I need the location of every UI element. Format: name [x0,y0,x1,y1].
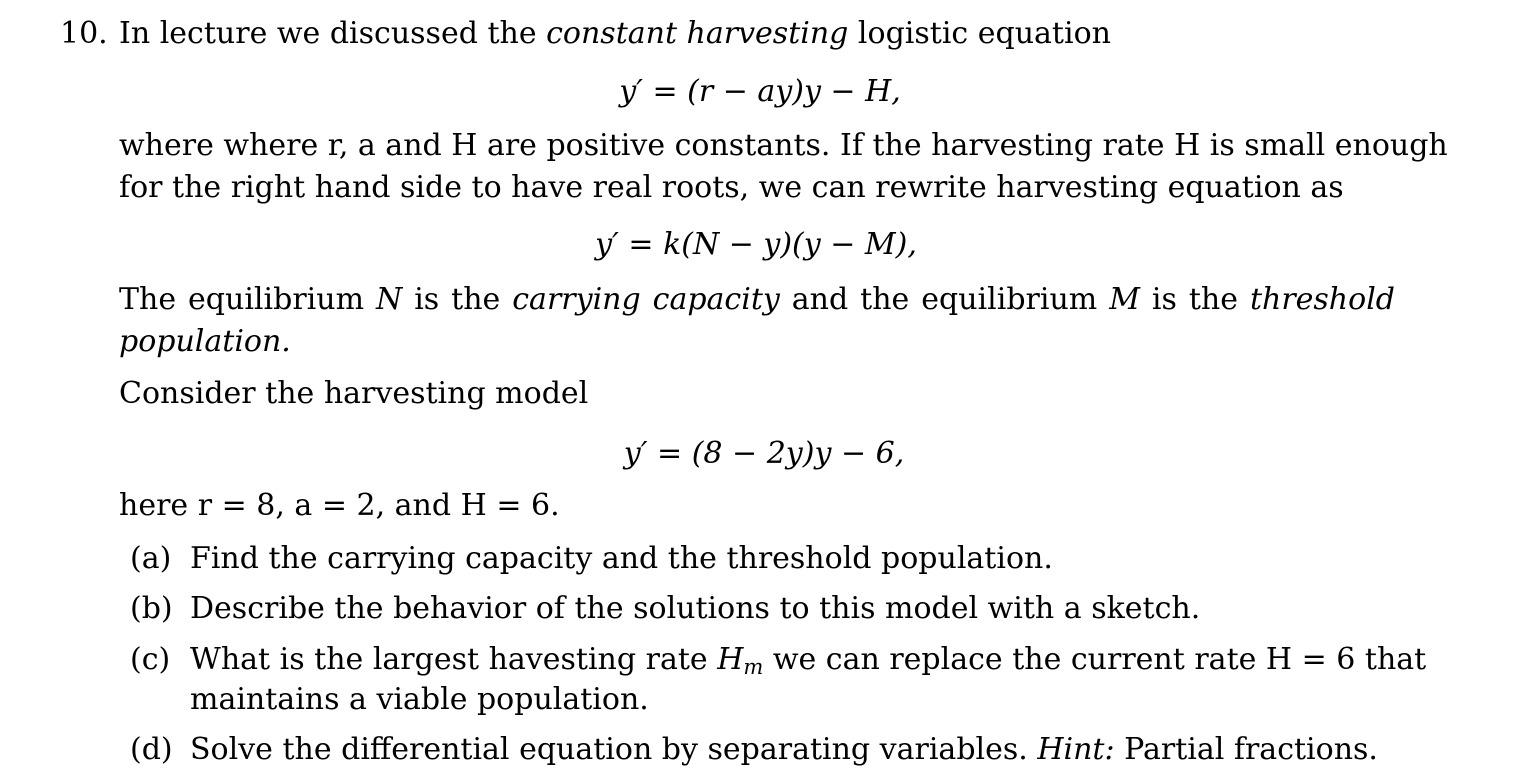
part-c-text-line2: maintains a viable population. [190,682,649,717]
part-a-label: (a) [130,541,172,576]
part-c-H: H [717,642,744,677]
equilibrium-M: M [1109,282,1140,317]
part-c-text-pre: What is the largest havesting rate [190,642,718,677]
equation-factored: y′ = k(N − y)(y − M), [595,227,917,262]
part-d-hint: Hint: [1037,732,1115,767]
equilibrium-text-2: is the [402,282,513,317]
consider-line: Consider the harvesting model [119,376,589,411]
problem-number: 10. [60,16,108,51]
equilibrium-text-3: and the equilibrium [779,282,1110,317]
part-b-text: Describe the behavior of the solutions to this model with a sketch. [190,591,1201,626]
where-line: where where r, a and H are positive constants. If the harvesting rate H is small enough [119,128,1448,163]
intro-emphasis: constant harvesting [546,16,849,51]
population-term: population. [119,324,291,359]
part-c-text-post: we can replace the current rate H = 6 that [763,642,1427,677]
carrying-capacity-term: carrying capacity [512,282,780,317]
part-c-text [190,642,1426,678]
part-d-label: (d) [130,732,173,767]
threshold-term: threshold [1249,282,1395,317]
equation-general: y′ = (r − ay)y − H, [619,74,901,109]
part-c-subscript: m [743,655,764,679]
equilibrium-text-1: The equilibrium [119,282,376,317]
equilibrium-text-4: is the [1139,282,1250,317]
intro-text-end: logistic equation [848,16,1111,51]
part-b-label: (b) [130,591,173,626]
here-line: here r = 8, a = 2, and H = 6. [119,488,560,523]
equation-model: y′ = (8 − 2y)y − 6, [623,436,905,471]
equilibrium-N: N [375,282,403,317]
part-d-text-post: Partial fractions. [1114,732,1378,767]
rewrite-line: for the right hand side to have real roots, we can rewrite harvesting equation as [119,170,1344,205]
intro-text: In lecture we discussed the [119,16,547,51]
part-d-text-pre: Solve the differential equation by separating variables. [190,732,1038,767]
intro-line [119,16,1111,52]
part-a-text: Find the carrying capacity and the threshold population. [190,541,1053,576]
part-c-label: (c) [130,642,171,677]
part-d-text [190,732,1378,768]
equilibrium-line [119,282,1395,318]
